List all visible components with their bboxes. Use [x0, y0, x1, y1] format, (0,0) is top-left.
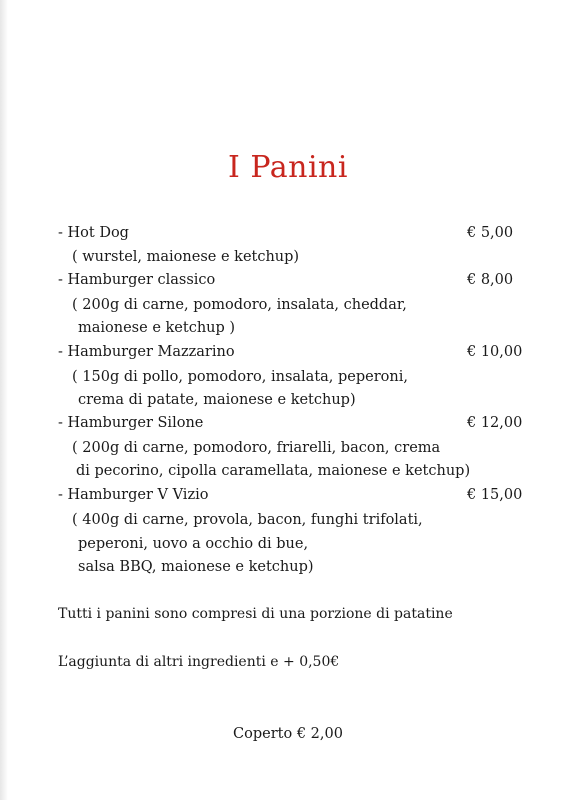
- menu-item-name: - Hamburger V Vizio: [58, 487, 209, 503]
- menu-item-price: € 5,00: [467, 225, 514, 241]
- cover-charge: Coperto € 2,00: [233, 726, 343, 742]
- menu-item-name: - Hamburger Silone: [58, 415, 204, 431]
- menu-item-description: ( wurstel, maionese e ketchup): [72, 249, 300, 265]
- menu-item-description: ( 200g di carne, pomodoro, insalata, cheddar,: [72, 297, 407, 313]
- menu-item-description: peperoni, uovo a occhio di bue,: [78, 536, 309, 552]
- menu-title: I Panini: [228, 150, 348, 185]
- menu-item-name: - Hamburger classico: [58, 272, 216, 288]
- menu-item-description: di pecorino, cipolla caramellata, maionese e ketchup): [76, 463, 471, 479]
- menu-item-price: € 12,00: [467, 415, 523, 431]
- menu-item-price: € 8,00: [467, 272, 514, 288]
- extra-ingredients-note: L’aggiunta di altri ingredienti e + 0,50€: [58, 654, 340, 670]
- menu-item-description: ( 200g di carne, pomodoro, friarelli, bacon, crema: [72, 440, 441, 456]
- menu-item-price: € 10,00: [467, 344, 523, 360]
- menu-item-description: maionese e ketchup ): [78, 320, 236, 336]
- menu-item-name: - Hamburger Mazzarino: [58, 344, 235, 360]
- menu-item-description: salsa BBQ, maionese e ketchup): [78, 559, 314, 575]
- menu-item-description: ( 150g di pollo, pomodoro, insalata, peperoni,: [72, 369, 408, 385]
- fries-note: Tutti i panini sono compresi di una porzione di patatine: [58, 606, 453, 622]
- menu-item-name: - Hot Dog: [58, 225, 129, 241]
- menu-item-description: crema di patate, maionese e ketchup): [78, 392, 356, 408]
- page-edge-shadow: [0, 0, 8, 800]
- menu-item-description: ( 400g di carne, provola, bacon, funghi trifolati,: [72, 512, 423, 528]
- menu-item-price: € 15,00: [467, 487, 523, 503]
